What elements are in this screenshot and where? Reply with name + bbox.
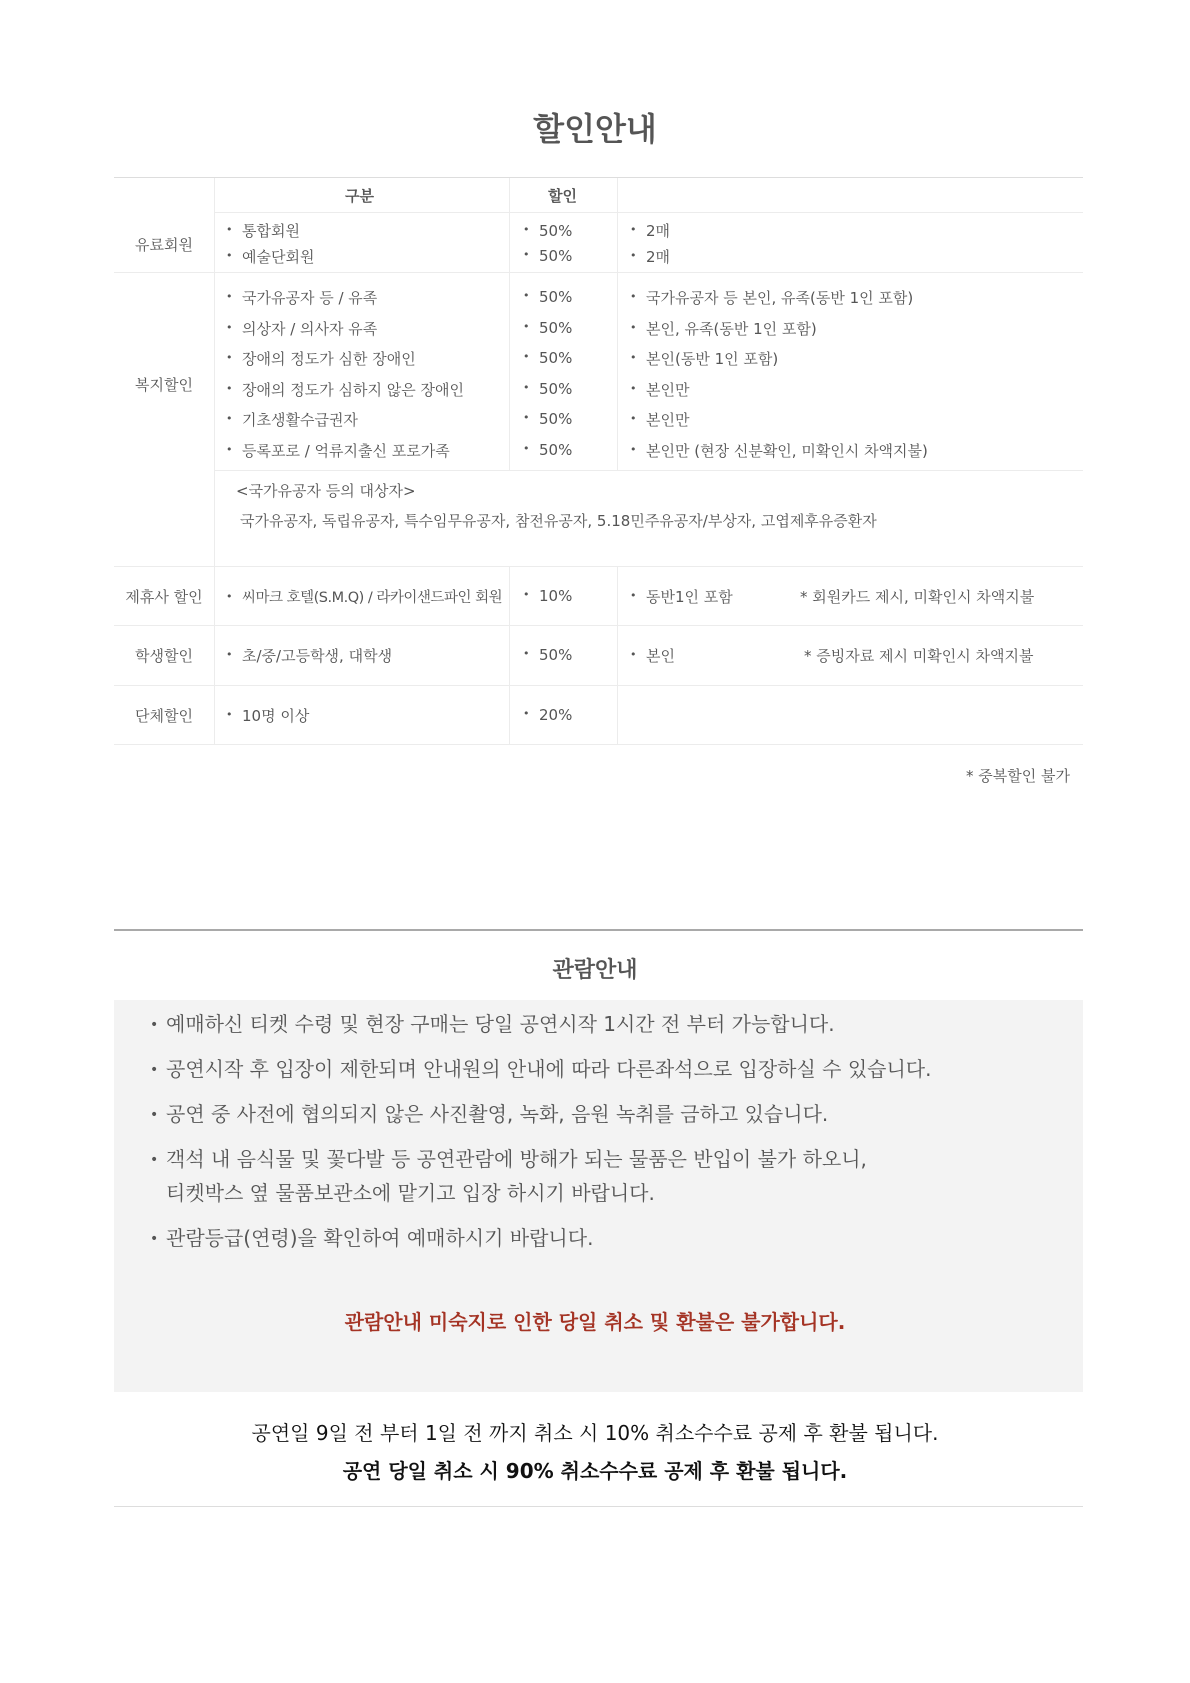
column-divider <box>509 566 510 744</box>
list-item: • 10명 이상 <box>226 705 309 726</box>
rate-value: • 10% <box>523 587 572 605</box>
column-divider <box>509 178 510 470</box>
row-divider <box>114 272 1083 273</box>
category-student: 학생할인 <box>135 647 193 665</box>
list-item: • 예매하신 티켓 수령 및 현장 구매는 당일 공연시작 1시간 전 부터 가능합니다. <box>150 1007 835 1044</box>
category-group: 단체할인 <box>135 707 193 725</box>
bottom-divider <box>114 1506 1083 1507</box>
rate-value: • 50% <box>523 247 572 265</box>
list-item: • 기초생활수급권자 <box>226 409 358 430</box>
student-remark: * 증빙자료 제시 미확인시 차액지불 <box>804 647 1034 665</box>
list-item: • 국가유공자 등 / 유족 <box>226 287 377 308</box>
header-discount: 할인 <box>548 187 577 205</box>
target-value: • 본인 <box>630 645 675 666</box>
partner-remark: * 회원카드 제시, 미확인시 차액지불 <box>800 588 1035 606</box>
list-item: • 장애의 정도가 심한 장애인 <box>226 348 416 369</box>
row-divider <box>114 685 1083 686</box>
welfare-note-text: 국가유공자, 독립유공자, 특수임무유공자, 참전유공자, 5.18민주유공자/부상자, 고엽제후유증환자 <box>240 512 877 530</box>
target-value: • 본인만 <box>630 379 689 400</box>
column-divider <box>214 178 215 744</box>
rate-value: • 50% <box>523 380 572 398</box>
target-value: • 2매 <box>630 220 670 241</box>
discount-title: 할인안내 <box>533 110 657 148</box>
target-value: • 국가유공자 등 본인, 유족(동반 1인 포함) <box>630 287 913 308</box>
rate-value: • 50% <box>523 349 572 367</box>
discount-footnote: * 중복할인 불가 <box>966 767 1070 785</box>
refund-warning: 관람안내 미숙지로 인한 당일 취소 및 환불은 불가합니다. <box>344 1310 846 1334</box>
category-paid-member: 유료회원 <box>135 236 193 254</box>
rate-value: • 50% <box>523 319 572 337</box>
header-category: 구분 <box>345 187 374 205</box>
list-item: • 관람등급(연령)을 확인하여 예매하시기 바랍니다. <box>150 1221 593 1258</box>
section-divider <box>114 929 1083 931</box>
row-divider <box>114 744 1083 745</box>
list-item: • 통합회원 <box>226 220 300 241</box>
row-divider <box>114 625 1083 626</box>
list-item: • 예술단회원 <box>226 246 314 267</box>
category-welfare: 복지할인 <box>135 376 193 394</box>
rate-value: • 50% <box>523 646 572 664</box>
row-divider <box>114 566 1083 567</box>
target-value: • 본인, 유족(동반 1인 포함) <box>630 318 817 339</box>
rate-value: • 50% <box>523 288 572 306</box>
list-item-continuation: 티켓박스 옆 물품보관소에 맡기고 입장 하시기 바랍니다. <box>166 1181 655 1205</box>
list-item: • 등록포로 / 억류지출신 포로가족 <box>226 440 450 461</box>
list-item: • 공연시작 후 입장이 제한되며 안내원의 안내에 따라 다른좌석으로 입장하실 수 있습니다. <box>150 1052 931 1089</box>
rate-value: • 20% <box>523 706 572 724</box>
row-divider <box>214 212 1083 213</box>
list-item: • 의상자 / 의사자 유족 <box>226 318 377 339</box>
target-value: • 본인만 (현장 신분확인, 미확인시 차액지불) <box>630 440 928 461</box>
rate-value: • 50% <box>523 410 572 428</box>
welfare-note-title: <국가유공자 등의 대상자> <box>236 482 416 500</box>
table-top-border <box>114 177 1083 178</box>
rate-value: • 50% <box>523 441 572 459</box>
list-item: • 장애의 정도가 심하지 않은 장애인 <box>226 379 464 400</box>
column-divider <box>617 566 618 744</box>
target-value: • 동반1인 포함 <box>630 586 733 607</box>
list-item: • 객석 내 음식물 및 꽃다발 등 공연관람에 방해가 되는 물품은 반입이 불가 하오니, <box>150 1142 867 1179</box>
list-item: • 씨마크 호텔(S.M.Q) / 라카이샌드파인 회원 <box>226 586 502 607</box>
list-item: • 공연 중 사전에 협의되지 않은 사진촬영, 녹화, 음원 녹취를 금하고 있습니다. <box>150 1097 828 1134</box>
target-value: • 본인만 <box>630 409 689 430</box>
target-value: • 2매 <box>630 246 670 267</box>
rate-value: • 50% <box>523 222 572 240</box>
list-item: • 초/중/고등학생, 대학생 <box>226 645 392 666</box>
refund-policy-line: 공연일 9일 전 부터 1일 전 까지 취소 시 10% 취소수수료 공제 후 환불 됩니다. <box>251 1421 939 1445</box>
column-divider <box>617 178 618 470</box>
refund-policy-line-bold: 공연 당일 취소 시 90% 취소수수료 공제 후 환불 됩니다. <box>342 1459 848 1483</box>
target-value: • 본인(동반 1인 포함) <box>630 348 778 369</box>
category-partner: 제휴사 할인 <box>125 588 203 606</box>
row-divider <box>214 470 1083 471</box>
viewing-title: 관람안내 <box>552 958 638 983</box>
